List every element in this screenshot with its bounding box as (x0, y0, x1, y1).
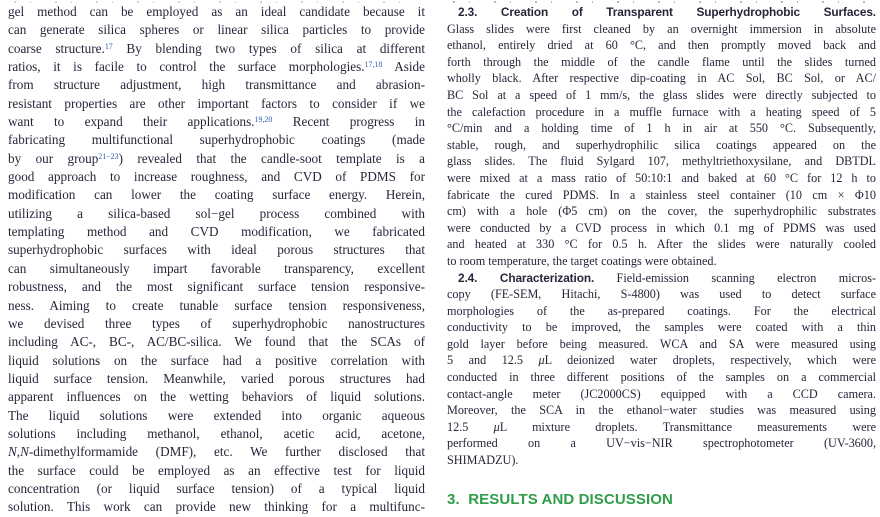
text-segment: from structure adjustment, high transmittance and abrasion- (8, 77, 425, 93)
text-segment: liquid solutions on the surface had a positive correlation with (8, 352, 425, 368)
text-segment: conductivity to be improved, the samples were coated with a thin (447, 320, 876, 335)
text-segment: modification can lower the coating surface energy. Herein, (8, 187, 425, 203)
text-segment: templating method and CVD modification, we fabricated (8, 224, 425, 240)
text-line (447, 419, 876, 436)
text-line (8, 113, 425, 131)
text-segment: fabricating multifunctional superhydrophobic coatings (made (8, 132, 425, 148)
text-line (447, 104, 876, 121)
text-line (8, 315, 425, 333)
reference-superscript: 21−23 (98, 151, 119, 161)
text-segment: to room temperature, the target coatings were obtained. (447, 253, 717, 268)
left-column-text (8, 3, 425, 517)
text-segment: -dimethylformamide (DMF), etc. We further disclosed that (28, 444, 425, 460)
reference-superscript: 17 (104, 41, 113, 51)
text-line (8, 443, 425, 461)
text-line (8, 186, 425, 204)
text-line (8, 131, 425, 149)
text-segment: μ (538, 353, 545, 368)
text-segment: wholly black. After respective dip-coating in AC Sol, BC Sol, or AC/ (447, 71, 876, 86)
text-segment: cm) with a hole (Φ5 cm) on the cover, the superhydrophilic substrates (447, 204, 876, 219)
text-segment: were mixed at a mass ratio of 50:10:1 and baked at 60 °C for 12 h to (447, 170, 876, 185)
text-segment: ratios, it is facile to control the surface morphologies. (8, 59, 365, 75)
right-column (447, 0, 876, 508)
text-segment: the calefaction procedure in a muffle furnace with a heating speed of 5 (447, 104, 876, 119)
text-segment: morphologies of the as-prepared coatings. For the electrical (447, 303, 876, 318)
text-line (447, 369, 876, 386)
text-segment: robustness, and the most significant surface tension responsive- (8, 279, 425, 295)
text-line (8, 425, 425, 443)
text-line (447, 203, 876, 220)
text-line (8, 462, 425, 480)
text-segment: By blending two types of silica at different (112, 40, 425, 56)
text-segment: contact-angle meter (JC2000CS) equipped with a CCD camera. (447, 386, 876, 401)
text-line (447, 70, 876, 87)
text-line (447, 319, 876, 336)
clipped-text-remnant (453, 1, 870, 3)
text-segment: L mixture droplets. Transmittance measurements were (499, 419, 876, 434)
text-segment: performed on a UV−vis−NIR spectrophotometer (UV-3600, (447, 436, 876, 451)
text-segment: and heated at 330 °C for 0.5 h. After the slides were naturally cooled (447, 237, 876, 252)
text-segment: L deionized water droplets, respectively, which were (544, 353, 876, 368)
text-segment: 12.5 (447, 419, 494, 434)
text-line (447, 270, 876, 287)
text-line (8, 76, 425, 94)
text-segment: conducted in three different positions of the samples on a commercial (447, 370, 876, 385)
text-segment: BC Sol at a speed of 1 mm/s, the glass slides were directly subjected to (447, 87, 876, 102)
text-segment: Aside (382, 59, 425, 75)
text-line (8, 333, 425, 351)
text-line (8, 205, 425, 223)
text-line (8, 95, 425, 113)
text-line (8, 40, 425, 58)
text-segment: μ (493, 419, 500, 434)
text-line (8, 241, 425, 259)
text-segment: 5 and 12.5 (447, 353, 539, 368)
text-segment: stable, rough, and superhydrophilic silica coatings appeared on the (447, 137, 876, 152)
text-line (8, 168, 425, 186)
text-line (8, 58, 425, 76)
text-segment: concentration (or liquid surface tension) of a typical liquid (8, 480, 425, 496)
results-section-heading: 3. RESULTS AND DISCUSSION (447, 490, 673, 508)
text-segment: ness. Aiming to create tunable surface tension responsiveness, (8, 297, 425, 313)
text-segment: superhydrophobic surfaces with ideal porous structures that (8, 242, 425, 258)
text-segment: were conducted by a CVD process in which 0.1 mg of PDMS was used (447, 220, 876, 235)
text-segment: liquid surface tension. Meanwhile, varied porous structures had (8, 370, 425, 386)
text-line (447, 120, 876, 137)
text-segment: good approach to increase roughness, and CVD of PDMS for (8, 169, 425, 185)
text-line (447, 386, 876, 403)
text-line (447, 236, 876, 253)
text-segment: coarse structure. (8, 40, 105, 56)
text-segment: SHIMADZU). (447, 453, 519, 468)
text-segment: gel method can be employed as an ideal candidate because it (8, 4, 425, 19)
text-segment: glass slides. The fluid Sylgard 107, methyltriethoxysilane, and DBTDL (447, 154, 876, 169)
text-line (447, 170, 876, 187)
text-line (447, 4, 876, 21)
text-line (8, 352, 425, 370)
text-segment: the surface could be employed as an effective test for liquid (8, 462, 425, 478)
text-segment: ) revealed that the candle-soot template is a (118, 150, 425, 166)
text-segment: The liquid solutions were extended into organic aqueous (8, 407, 425, 423)
text-line (8, 21, 425, 39)
text-segment: ethanol, entirely dried at 60 °C, and then promptly moved back and (447, 38, 876, 53)
text-segment: solutions including methanol, ethanol, acetic acid, acetone, (8, 425, 425, 441)
text-line (447, 402, 876, 419)
text-segment: gold layer before being measured. WCA and SA were measured using (447, 336, 876, 351)
text-segment: Moreover, the SCA in the ethanol−water studies was measured using (447, 403, 876, 418)
text-line (447, 37, 876, 54)
text-line (8, 3, 425, 21)
text-line (8, 480, 425, 498)
text-line (8, 260, 425, 278)
text-segment: Recent progress in (272, 114, 425, 130)
text-segment: utilizing a silica-based sol−gel process combined with (8, 205, 425, 221)
text-segment: solution. This work can provide new thinking for a multifunc- (8, 499, 425, 515)
text-line (447, 87, 876, 104)
text-segment: copy (FE-SEM, Hitachi, S-4800) was used to detect surface (447, 287, 876, 302)
text-line (447, 220, 876, 237)
text-segment: forth through the middle of the candle flame until the slides turned (447, 54, 876, 69)
text-line (447, 435, 876, 452)
text-segment: Field-emission scanning electron micros- (594, 270, 876, 285)
text-segment: N,N (8, 444, 29, 460)
text-segment: can generate silica spheres or linear silica particles to provide (8, 22, 425, 38)
text-segment: including AC-, BC-, AC/BC-silica. We found that the SCAs of (8, 334, 425, 350)
text-segment: want to expand their applications. (8, 114, 255, 130)
text-line (447, 187, 876, 204)
text-line (8, 150, 425, 168)
left-column (8, 0, 425, 517)
reference-superscript: 19,20 (254, 115, 273, 125)
text-line (447, 54, 876, 71)
text-line (447, 303, 876, 320)
text-segment: 2.3. Creation of Transparent Superhydrophobic Surfaces. (458, 5, 876, 19)
text-line (8, 407, 425, 425)
right-column-text (447, 4, 876, 469)
reference-superscript: 17,18 (364, 60, 383, 70)
text-segment: can simultaneously impart favorable transparency, excellent (8, 260, 425, 276)
text-segment: we devised three types of superhydrophobic nanostructures (8, 315, 425, 331)
text-segment: by our group (8, 150, 99, 166)
text-segment: °C/min and a holding time of 1 h in air at 550 °C. Subsequently, (447, 121, 876, 136)
text-line (8, 278, 425, 296)
text-segment: fabricate the cured PDMS. In a stainless steel container (10 cm × Φ10 (447, 187, 876, 202)
text-line (8, 388, 425, 406)
text-line (447, 352, 876, 369)
text-line (8, 223, 425, 241)
text-line (447, 137, 876, 154)
text-segment: 2.4. Characterization. (458, 270, 595, 285)
text-line (447, 253, 876, 270)
text-line (8, 297, 425, 315)
text-segment: Glass slides were first cleaned by an overnight immersion in absolute (447, 21, 876, 36)
text-line (447, 336, 876, 353)
text-line (8, 370, 425, 388)
text-segment: resistant properties are other important factors to consider if we (8, 95, 425, 111)
text-line (447, 153, 876, 170)
text-line (8, 498, 425, 516)
text-line (447, 286, 876, 303)
text-segment: apparent influences on the wetting behaviors of liquid solutions. (8, 389, 425, 405)
text-line (447, 21, 876, 38)
text-line (447, 452, 876, 469)
clipped-text-remnant (14, 1, 419, 3)
